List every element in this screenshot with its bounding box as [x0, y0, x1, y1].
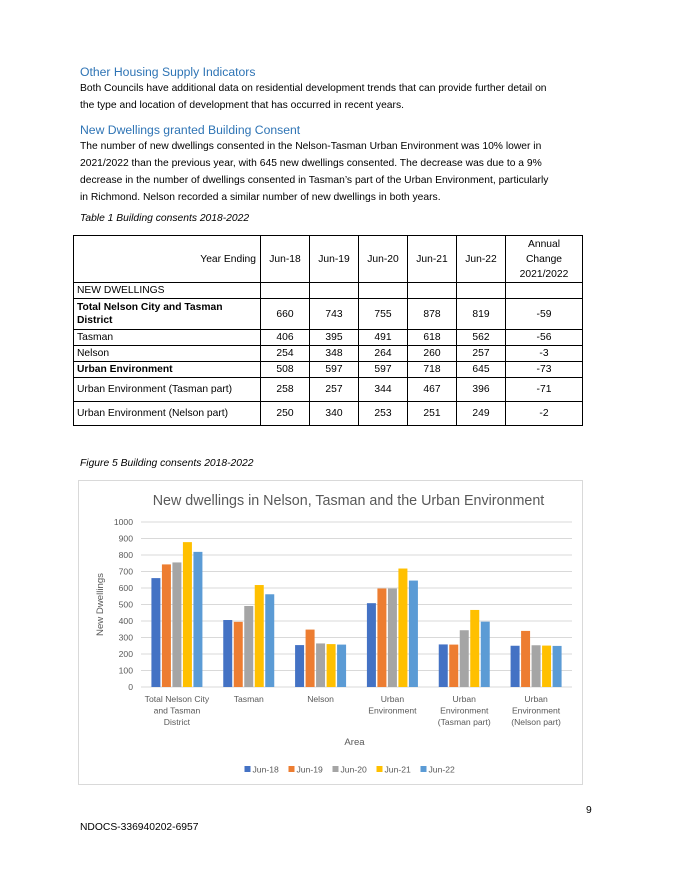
empty-cell [310, 283, 359, 299]
x-tick-label: Urban [380, 694, 405, 704]
y-tick-label: 0 [128, 682, 133, 692]
x-tick-label: Nelson [307, 694, 334, 704]
row-value: 718 [408, 362, 457, 378]
bar-jun-20 [388, 588, 397, 687]
row-value: 249 [457, 402, 506, 426]
table-row [74, 402, 583, 426]
row-value: 251 [408, 402, 457, 426]
row-label: Urban Environment (Tasman part) [74, 378, 261, 402]
row-change: -2 [506, 402, 583, 426]
empty-cell [359, 283, 408, 299]
row-value: 253 [359, 402, 408, 426]
y-tick-label: 100 [118, 665, 133, 676]
x-tick-label: Environment [368, 705, 417, 716]
table-row [74, 299, 583, 330]
y-tick-label: 800 [118, 550, 133, 560]
row-value: 257 [310, 378, 359, 402]
bar-jun-20 [172, 562, 181, 687]
row-value: 344 [359, 378, 408, 402]
bar-jun-18 [295, 645, 304, 687]
bar-chart [79, 481, 582, 784]
row-value: 254 [261, 346, 310, 362]
x-axis-label: Area [344, 737, 365, 748]
row-value: 406 [261, 330, 310, 346]
row-value: 348 [310, 346, 359, 362]
row-change: -73 [506, 362, 583, 378]
row-value: 660 [261, 299, 310, 330]
bar-jun-18 [367, 603, 376, 687]
table-row [74, 330, 583, 346]
table-header-row [74, 236, 583, 283]
x-tick-label: Tasman [233, 694, 264, 704]
bar-jun-21 [327, 644, 336, 687]
bar-jun-21 [398, 569, 407, 687]
section-paragraph [80, 80, 547, 114]
bar-jun-18 [439, 644, 448, 687]
legend-label: Jun-18 [252, 764, 279, 775]
header-change-line: Change [525, 253, 563, 265]
subsection-heading: New Dwellings granted Building Consent [80, 123, 301, 137]
row-value: 645 [457, 362, 506, 378]
y-tick-label: 1000 [113, 517, 133, 527]
bar-jun-22 [337, 645, 346, 687]
bar-jun-22 [409, 581, 418, 687]
row-value: 755 [359, 299, 408, 330]
bar-jun-20 [244, 606, 253, 687]
row-value: 743 [310, 299, 359, 330]
x-tick-label: District [163, 717, 191, 727]
legend-label: Jun-22 [428, 764, 455, 775]
bar-jun-21 [255, 585, 264, 687]
row-value: 467 [408, 378, 457, 402]
row-label: Urban Environment [74, 362, 261, 378]
chart-title: New dwellings in Nelson, Tasman and the Urban Environment [152, 493, 545, 509]
x-tick-label: Urban [452, 694, 476, 704]
row-value: 260 [408, 346, 457, 362]
paragraph-line: The number of new dwellings consented in the Nelson-Tasman Urban Environment was 10% lower in [80, 141, 542, 152]
table-row [74, 378, 583, 402]
bar-jun-19 [521, 631, 530, 687]
row-value: 597 [310, 362, 359, 378]
row-change: -71 [506, 378, 583, 402]
header-change-line: 2021/2022 [519, 268, 569, 280]
legend-swatch [421, 766, 427, 772]
y-tick-label: 300 [118, 632, 133, 643]
x-tick-label: (Tasman part) [437, 717, 491, 727]
table-row [74, 362, 583, 378]
bar-jun-18 [511, 646, 520, 687]
paragraph-line: decrease in the number of dwellings consented in Tasman’s part of the Urban Environment, particularly [80, 175, 549, 186]
header-annual-change [506, 236, 583, 283]
legend-swatch [289, 766, 295, 772]
paragraph-line: 2021/2022 than the previous year, with 645 new dwellings consented. The decrease was due to a 9% [80, 158, 542, 169]
legend-swatch [245, 766, 251, 772]
page-number: 9 [586, 805, 592, 816]
row-value: 340 [310, 402, 359, 426]
section-label: NEW DWELLINGS [74, 283, 261, 299]
header-year-ending: Year Ending [74, 236, 261, 283]
row-value: 562 [457, 330, 506, 346]
bar-jun-22 [193, 552, 202, 687]
row-label: Urban Environment (Nelson part) [74, 402, 261, 426]
row-value: 618 [408, 330, 457, 346]
paragraph-line: Both Councils have additional data on residential development trends that can provide further detail on [80, 83, 547, 94]
empty-cell [408, 283, 457, 299]
x-tick-label: and Tasman [153, 705, 201, 716]
row-value: 597 [359, 362, 408, 378]
x-tick-label: (Nelson part) [511, 717, 561, 727]
bar-jun-22 [553, 646, 562, 687]
bar-jun-18 [151, 578, 160, 687]
y-tick-label: 500 [118, 599, 133, 610]
row-change: -59 [506, 299, 583, 330]
table-row [74, 346, 583, 362]
header-year: Jun-19 [310, 236, 359, 283]
header-year: Jun-20 [359, 236, 408, 283]
row-value: 396 [457, 378, 506, 402]
row-label: Nelson [74, 346, 261, 362]
bar-jun-18 [223, 620, 232, 687]
subsection-paragraph [80, 138, 548, 206]
legend-label: Jun-21 [384, 764, 411, 775]
legend-swatch [377, 766, 383, 772]
y-tick-label: 200 [118, 649, 133, 659]
x-tick-label: Total Nelson City [144, 694, 210, 704]
row-value: 819 [457, 299, 506, 330]
row-change: -3 [506, 346, 583, 362]
header-year: Jun-18 [261, 236, 310, 283]
legend-label: Jun-20 [340, 764, 367, 775]
bar-jun-22 [265, 594, 274, 687]
header-change-line: Annual [527, 238, 561, 250]
legend-swatch [333, 766, 339, 772]
bar-jun-19 [306, 630, 315, 687]
empty-cell [506, 283, 583, 299]
x-tick-label: Environment [440, 705, 489, 716]
row-value: 257 [457, 346, 506, 362]
bar-jun-19 [449, 645, 458, 687]
bar-jun-19 [377, 588, 386, 687]
row-value: 508 [261, 362, 310, 378]
x-tick-label: Environment [511, 705, 561, 716]
y-axis-label: New Dwellings [95, 573, 106, 636]
row-label: Total Nelson City and Tasman District [74, 299, 261, 330]
row-label: Tasman [74, 330, 261, 346]
bar-jun-21 [542, 646, 551, 687]
bar-jun-20 [532, 645, 541, 687]
x-tick-label: Urban [524, 694, 548, 704]
empty-cell [261, 283, 310, 299]
row-value: 258 [261, 378, 310, 402]
legend-label: Jun-19 [296, 764, 323, 775]
y-tick-label: 400 [118, 616, 133, 626]
section-heading: Other Housing Supply Indicators [80, 65, 256, 79]
y-tick-label: 900 [118, 533, 133, 544]
bar-jun-22 [481, 622, 490, 687]
figure-caption: Figure 5 Building consents 2018-2022 [80, 458, 254, 469]
chart-container [78, 480, 583, 785]
table-section-row [74, 283, 583, 299]
row-change: -56 [506, 330, 583, 346]
row-value: 264 [359, 346, 408, 362]
bar-jun-20 [460, 630, 469, 687]
paragraph-line: the type and location of development that has occurred in recent years. [80, 100, 404, 111]
building-consents-table [73, 235, 583, 426]
table-caption: Table 1 Building consents 2018-2022 [80, 213, 250, 224]
empty-cell [457, 283, 506, 299]
paragraph-line: in Richmond. Nelson recorded a similar number of new dwellings in both years. [80, 192, 441, 203]
row-value: 491 [359, 330, 408, 346]
bar-jun-20 [316, 643, 325, 687]
bar-jun-19 [162, 564, 171, 687]
y-tick-label: 600 [118, 583, 133, 593]
header-year: Jun-21 [408, 236, 457, 283]
row-value: 878 [408, 299, 457, 330]
row-value: 395 [310, 330, 359, 346]
bar-jun-21 [470, 610, 479, 687]
row-value: 250 [261, 402, 310, 426]
bar-jun-21 [183, 542, 192, 687]
document-id: NDOCS-336940202-6957 [80, 822, 199, 833]
y-tick-label: 700 [118, 566, 133, 577]
bar-jun-19 [234, 622, 243, 687]
header-year: Jun-22 [457, 236, 506, 283]
